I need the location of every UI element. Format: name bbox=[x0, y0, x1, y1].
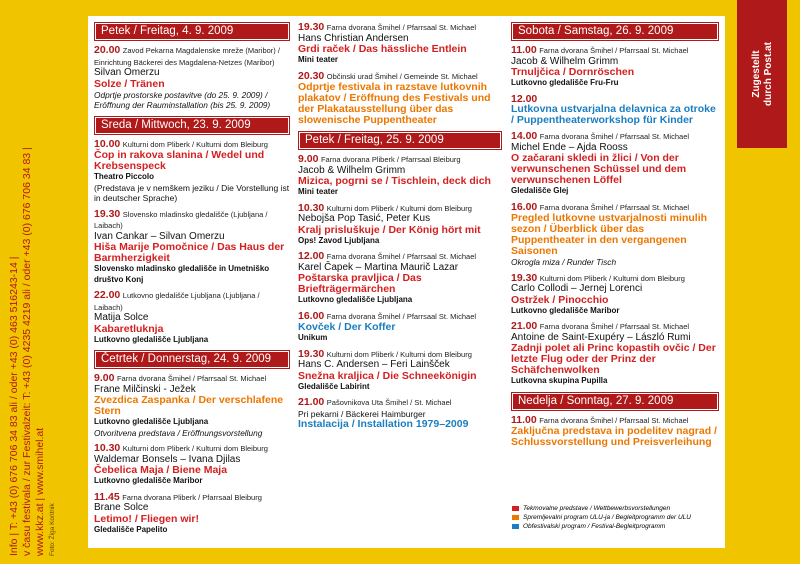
day-header: Petek / Freitag, 4. 9. 2009 bbox=[94, 22, 290, 41]
legend-label: Spremljevalni program ULU-ja / Begleitprogramm der ULU bbox=[523, 514, 691, 521]
program-column-1 bbox=[94, 22, 290, 540]
event-title: Zadnji polet ali Princ kopastih ovčic / Der letzte Flug oder der Prinz der Schäfchenwolken bbox=[511, 342, 716, 376]
event-time: 11.45 bbox=[94, 490, 120, 503]
event-entry bbox=[298, 311, 502, 344]
event-author: Jacob & Wilhelm Grimm bbox=[511, 55, 619, 67]
event-entry bbox=[511, 273, 719, 317]
event-entry bbox=[94, 492, 290, 536]
event-entry bbox=[298, 154, 502, 198]
event-entry bbox=[94, 373, 290, 438]
event-entry bbox=[298, 203, 502, 247]
event-time: 21.00 bbox=[511, 320, 538, 332]
legend-item bbox=[512, 513, 717, 522]
event-venue: Kulturni dom Pliberk / Kulturni dom Bleiburg bbox=[539, 273, 685, 283]
event-time: 9.00 bbox=[298, 153, 319, 165]
event-entry bbox=[298, 251, 502, 306]
event-venue: Kulturni dom Pliberk / Kulturni dom Bleiburg bbox=[326, 203, 472, 213]
event-title: Instalacija / Installation 1979–2009 bbox=[298, 418, 469, 430]
event-time: 10.30 bbox=[94, 442, 121, 454]
event-company: Mini teater bbox=[298, 55, 339, 64]
event-note: Okrogla miza / Runder Tisch bbox=[511, 257, 617, 267]
photo-credit: Foto: Žiga Koritnik bbox=[49, 503, 56, 556]
event-time: 19.30 bbox=[298, 347, 325, 360]
event-note: Eröffnung der Rauminstallation (bis 25. 9. 2009) bbox=[94, 100, 271, 110]
event-title: Kralj prisluškuje / Der König hört mit bbox=[298, 223, 481, 236]
event-venue: Kulturni dom Pliberk / Kulturni dom Bleiburg bbox=[122, 139, 268, 149]
event-company: Gledališče Labirint bbox=[298, 381, 370, 391]
event-time: 11.00 bbox=[511, 44, 537, 56]
event-title: Pregled lutkovne ustvarjalnosti minulih sezon / Überblick über das Puppentheater in den vergangenen Saisonen bbox=[511, 212, 708, 257]
legend-swatch bbox=[512, 506, 519, 511]
event-entry bbox=[511, 131, 719, 197]
legend-item bbox=[512, 504, 717, 513]
event-author: Brane Solce bbox=[94, 502, 149, 513]
event-venue: Farna dvorana Šmihel / Pfarrsaal St. Michael bbox=[116, 374, 267, 383]
event-entry bbox=[94, 139, 290, 204]
day-header: Petek / Freitag, 25. 9. 2009 bbox=[298, 131, 502, 150]
event-title: Poštarska pravljica / Das Briefträgermärchen bbox=[298, 272, 422, 295]
event-company: Lutkovno gledališče Ljubljana bbox=[94, 417, 209, 426]
legend-swatch bbox=[512, 515, 519, 520]
event-title: Zvezdica Zaspanka / Der verschlafene Stern bbox=[94, 394, 284, 417]
event-company: Lutkovno gledališče Maribor bbox=[94, 476, 203, 485]
event-title: Lutkovna ustvarjalna delavnica za otroke / Puppentheaterworkshop für Kinder bbox=[511, 103, 716, 126]
legend-swatch bbox=[512, 524, 519, 529]
event-venue: Farna dvorana Šmihel / Pfarrsaal St. Michael bbox=[539, 132, 690, 141]
event-entry bbox=[511, 415, 719, 449]
event-author: Antoine de Saint-Exupéry – László Rumi bbox=[511, 331, 691, 343]
event-company: Lutkovno gledališče Fru-Fru bbox=[511, 78, 619, 87]
program-legend bbox=[512, 504, 717, 531]
event-time: 10.30 bbox=[298, 201, 325, 214]
event-title: Hiša Marije Pomočnice / Das Haus der Barmherzigkeit bbox=[94, 241, 285, 264]
event-venue: Kulturni dom Pliberk / Kulturni dom Bleiburg bbox=[122, 444, 268, 453]
stamp-line-2: durch Post.at bbox=[763, 42, 774, 106]
event-time: 19.30 bbox=[511, 271, 538, 284]
event-venue: Farna dvorana Šmihel / Pfarrsaal St. Michael bbox=[539, 46, 689, 55]
event-venue: Občinski urad Šmihel / Gemeinde St. Michael bbox=[326, 71, 478, 81]
event-company: Unikum bbox=[298, 333, 328, 342]
legend-label: Obfestivalski program / Festival-Begleitprogramm bbox=[523, 523, 666, 530]
event-company: Gledališče Papelito bbox=[94, 524, 168, 534]
event-entry bbox=[511, 45, 719, 89]
event-time: 20.30 bbox=[298, 69, 325, 82]
contact-vertical-text bbox=[8, 8, 84, 556]
event-time: 16.00 bbox=[298, 309, 325, 322]
event-venue: Farna dvorana Šmihel / Pfarrsaal St. Michael bbox=[539, 322, 690, 331]
event-time: 10.00 bbox=[94, 137, 121, 150]
event-title: Kovček / Der Koffer bbox=[298, 321, 396, 333]
event-time: 20.00 bbox=[94, 44, 121, 56]
event-time: 16.00 bbox=[511, 200, 538, 213]
event-title: Trnuljčica / Dornröschen bbox=[511, 66, 635, 78]
contact-festival-phone-line: v času festivala / zur Festivalzeit: T: +43 (0) 4235 4219 ali / oder +43 (0) 676 706 34 83 | bbox=[21, 147, 33, 556]
event-venue: Farna dvorana Šmihel / Pfarrsaal St. Michael bbox=[326, 311, 477, 321]
event-title: O začarani skledi in žlici / Von der verwunschenen Schüssel und dem verwunschenen Löffel bbox=[511, 152, 687, 186]
event-venue: Farna dvorana Pliberk / Pfarrsaal Bleiburg bbox=[320, 155, 461, 164]
event-company: Lutkovno gledališče Ljubljana bbox=[94, 334, 209, 344]
event-title: Letimo! / Fliegen wir! bbox=[94, 512, 200, 525]
event-venue: Farna dvorana Šmihel / Pfarrsaal St. Michael bbox=[539, 415, 689, 425]
event-venue: Lutkovno gledališče Ljubljana (Ljubljana / Laibach) bbox=[94, 291, 260, 312]
event-entry bbox=[511, 202, 719, 268]
program-column-3 bbox=[511, 22, 719, 453]
event-time: 21.00 bbox=[298, 396, 325, 408]
event-time: 22.00 bbox=[94, 289, 121, 301]
event-entry bbox=[94, 443, 290, 487]
day-header: Sreda / Mittwoch, 23. 9. 2009 bbox=[94, 116, 290, 135]
event-title: Mizica, pogrni se / Tischlein, deck dich bbox=[298, 175, 491, 187]
event-author: Waldemar Bonsels – Ivana Djilas bbox=[94, 453, 241, 465]
contact-websites-line: www.kkz.at | www.smihel.at bbox=[34, 427, 46, 556]
event-author: Nebojša Pop Tasić, Peter Kus bbox=[298, 213, 431, 224]
event-venue: Pašovnikova Uta Šmihel / St. Michael bbox=[326, 398, 452, 407]
event-title: Kabaretluknja bbox=[94, 322, 164, 335]
event-author: Ivan Cankar – Silvan Omerzu bbox=[94, 230, 225, 242]
event-title: Solze / Tränen bbox=[94, 77, 165, 90]
legend-item bbox=[512, 522, 717, 531]
event-venue: Farna dvorana Šmihel / Pfarrsaal St. Michael bbox=[539, 202, 690, 212]
event-company: Lutkovno gledališče Ljubljana bbox=[298, 295, 413, 304]
event-title: Ostržek / Pinocchio bbox=[511, 293, 609, 306]
event-subvenue: Pri pekarni / Bäckerei Haimburger bbox=[298, 408, 426, 419]
contact-sidebar bbox=[0, 0, 88, 564]
legend-label: Tekmovalne predstave / Wettbewerbsvorstellungen bbox=[523, 505, 671, 512]
event-title: Odprtje festivala in razstave lutkovnih plakatov / Eröffnung des Festivals und der Plakatausstellung über das slowenische Puppentheater bbox=[298, 81, 491, 126]
event-note: (Predstava je v nemškem jeziku / Die Vorstellung ist in deutscher Sprache) bbox=[94, 182, 290, 203]
program-panel bbox=[88, 16, 725, 548]
event-author: Carlo Collodi – Jernej Lorenci bbox=[511, 283, 643, 294]
event-time: 12.00 bbox=[511, 92, 538, 105]
event-entry bbox=[298, 397, 502, 430]
event-title: Zaključna predstava in podelitev nagrad / Schlussvorstellung und Preisverleihung bbox=[511, 425, 717, 448]
event-author: Frane Milčinski - Ježek bbox=[94, 383, 196, 395]
event-author: Matija Solce bbox=[94, 312, 149, 323]
event-author: Karel Čapek – Martina Maurič Lazar bbox=[298, 261, 459, 273]
event-company: Gledališče Glej bbox=[511, 186, 569, 195]
event-title: Čop in rakova slanina / Wedel und Krebsenspeck bbox=[94, 149, 265, 172]
event-title: Čebelica Maja / Biene Maja bbox=[94, 464, 228, 476]
event-venue: Kulturni dom Pliberk / Kulturni dom Bleiburg bbox=[326, 349, 472, 359]
program-column-2 bbox=[298, 22, 502, 435]
contact-phone-line: Info | T: +43 (0) 676 706 34 83 ali / oder +43 (0) 463 516243-14 | bbox=[8, 256, 20, 556]
postage-stamp-box bbox=[737, 0, 787, 148]
event-venue: Farna dvorana Pliberk / Pfarrsaal Bleiburg bbox=[122, 492, 262, 502]
event-company: Theatro Piccolo bbox=[94, 172, 155, 181]
event-entry bbox=[298, 349, 502, 393]
event-company: Mini teater bbox=[298, 187, 339, 196]
event-time: 19.30 bbox=[94, 207, 121, 220]
event-venue: Farna dvorana Šmihel / Pfarrsaal St. Michael bbox=[326, 23, 477, 32]
event-entry bbox=[298, 22, 502, 66]
event-entry bbox=[94, 45, 290, 111]
event-time: 19.30 bbox=[298, 21, 325, 33]
event-author: Michel Ende – Ajda Rooss bbox=[511, 141, 628, 153]
event-author: Hans C. Andersen – Feri Lainšček bbox=[298, 359, 450, 370]
event-author: Hans Christian Andersen bbox=[298, 32, 409, 44]
event-author: Jacob & Wilhelm Grimm bbox=[298, 164, 406, 176]
event-company: Slovensko mladinsko gledališče in Umetniško društvo Konj bbox=[94, 264, 270, 284]
event-note: Odprtje prostorske postavitve (do 25. 9. 2009) / bbox=[94, 89, 268, 100]
event-note: Otvoritvena predstava / Eröffnungsvorstellung bbox=[94, 427, 263, 438]
day-header: Četrtek / Donnerstag, 24. 9. 2009 bbox=[94, 350, 290, 369]
event-time: 12.00 bbox=[298, 250, 325, 262]
event-venue: Farna dvorana Šmihel / Pfarrsaal St. Michael bbox=[326, 252, 477, 261]
stamp-line-1: Zugestellt bbox=[751, 50, 762, 98]
event-title: Snežna kraljica / Die Schneekönigin bbox=[298, 369, 477, 382]
event-entry bbox=[298, 71, 502, 127]
event-venue: Slovensko mladinsko gledališče (Ljubljana / Laibach) bbox=[94, 209, 268, 230]
event-title: Grdi raček / Das hässliche Entlein bbox=[298, 43, 467, 55]
event-entry bbox=[511, 94, 719, 127]
event-time: 9.00 bbox=[94, 372, 115, 384]
day-header: Sobota / Samstag, 26. 9. 2009 bbox=[511, 22, 719, 41]
event-entry bbox=[511, 321, 719, 387]
event-company: Ops! Zavod Ljubljana bbox=[298, 235, 380, 245]
event-company: Lutkovna skupina Pupilla bbox=[511, 376, 608, 385]
event-company: Lutkovno gledališče Maribor bbox=[511, 305, 620, 315]
event-time: 14.00 bbox=[511, 130, 538, 142]
event-venue: Zavod Pekarna Magdalenske mreže (Maribor) / Einrichtung Bäckerei des Magdalena-Netzes (Maribor) bbox=[94, 46, 280, 67]
event-time: 11.00 bbox=[511, 413, 537, 426]
day-header: Nedelja / Sonntag, 27. 9. 2009 bbox=[511, 392, 719, 411]
event-entry bbox=[94, 290, 290, 345]
event-author: Silvan Omerzu bbox=[94, 67, 160, 78]
event-entry bbox=[94, 209, 290, 286]
